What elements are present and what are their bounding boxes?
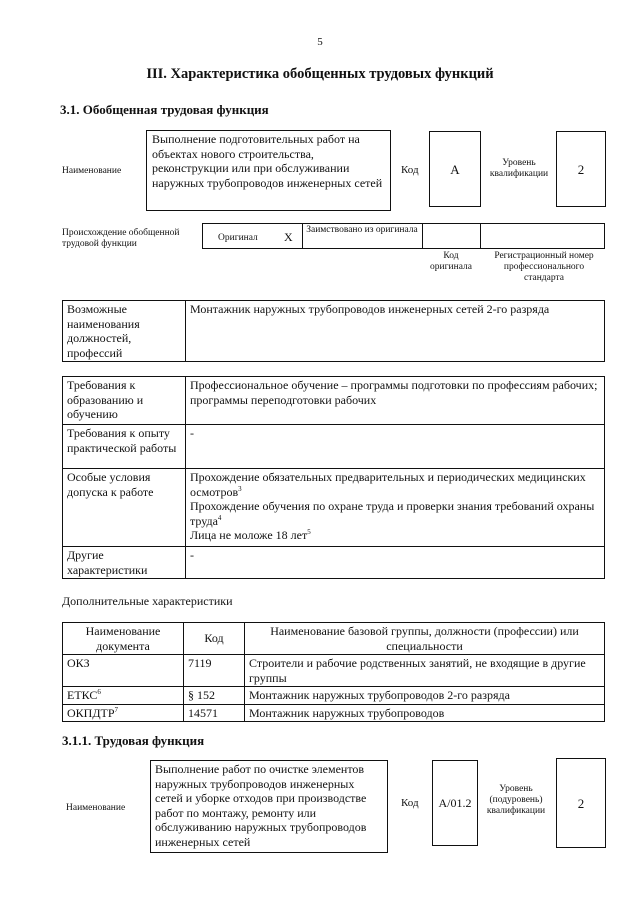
- tf-level-label: Уровень (подуровень) квалификации: [486, 784, 546, 816]
- header-code: Код: [184, 623, 245, 655]
- requirement-label: Особые условия допуска к работе: [63, 469, 186, 547]
- requirement-line: Прохождение обучения по охране труда и проверки знания требований охраны труда: [190, 499, 595, 528]
- requirement-line: Прохождение обязательных предварительных и периодических медицинских осмотров: [190, 470, 586, 499]
- row-code: § 152: [184, 687, 245, 705]
- origin-divider-2: [422, 223, 423, 249]
- header-document: Наименование документа: [63, 623, 184, 655]
- footnote-ref: 4: [217, 513, 222, 522]
- origin-original-mark: Х: [284, 230, 293, 244]
- requirement-label: Требования к опыту практической работы: [63, 425, 186, 469]
- additional-heading: Дополнительные характеристики: [62, 594, 233, 608]
- tf-code-value: А/01.2: [432, 760, 478, 846]
- positions-value: Монтажник наружных трубопроводов инженерных сетей 2-го разряда: [186, 301, 605, 362]
- row-document: ОКЗ: [63, 655, 184, 687]
- gtf-heading: 3.1. Обобщенная трудовая функция: [60, 102, 269, 117]
- origin-label: Происхождение обобщенной трудовой функции: [62, 228, 180, 249]
- origin-reg-caption: Регистрационный номер профессионального стандарта: [494, 251, 594, 283]
- requirement-row: [63, 547, 605, 579]
- tf-name-value: Выполнение работ по очистке элементов наружных трубопроводов инженерных сетей и уборке отходов при производстве работ по монтажу, ремонту или обслуживанию наружных трубопроводов инженерных сетей: [150, 760, 388, 853]
- tf-name-label: Наименование: [66, 803, 126, 813]
- positions-table: [62, 300, 605, 362]
- additional-table: [62, 622, 605, 722]
- origin-original-label: Оригинал: [218, 233, 258, 243]
- requirement-line: Лица не моложе 18 лет: [190, 528, 308, 542]
- gtf-name-value: Выполнение подготовительных работ на объектах нового строительства, реконструкции или при обслуживании наружных трубопроводов инженерных сетей: [146, 130, 391, 211]
- requirement-value: [186, 425, 605, 469]
- origin-borrowed-label: Заимствовано из оригинала: [306, 225, 418, 235]
- row-name: Монтажник наружных трубопроводов: [245, 704, 605, 722]
- requirement-row: [63, 377, 605, 425]
- footnote-ref: 3: [238, 484, 242, 493]
- requirement-row: [63, 425, 605, 469]
- row-document: ОКПДТР$^7$: [63, 704, 184, 722]
- requirement-row: [63, 469, 605, 547]
- requirement-value: [186, 469, 605, 547]
- tf-code-label: Код: [401, 797, 419, 809]
- row-document: ЕТКС$^6$: [63, 687, 184, 705]
- origin-code-caption: Код оригинала: [430, 251, 472, 272]
- positions-label: Возможные наименования должностей, профессий: [63, 301, 186, 362]
- requirement-line: -: [190, 548, 194, 562]
- tf-level-value: 2: [556, 758, 606, 848]
- requirement-line: -: [190, 426, 194, 440]
- header-name: Наименование базовой группы, должности (профессии) или специальности: [245, 623, 605, 655]
- requirement-value: [186, 547, 605, 579]
- requirement-value: [186, 377, 605, 425]
- row-code: 7119: [184, 655, 245, 687]
- gtf-level-value: 2: [556, 131, 606, 207]
- gtf-level-label: Уровень квалификации: [489, 158, 549, 179]
- table-row: [63, 687, 605, 705]
- requirement-label: Другие характеристики: [63, 547, 186, 579]
- row-name: Монтажник наружных трубопроводов 2-го разряда: [245, 687, 605, 705]
- tf-heading: 3.1.1. Трудовая функция: [62, 733, 205, 748]
- gtf-code-label: Код: [401, 164, 419, 176]
- row-name: Строители и рабочие родственных занятий, не входящие в другие группы: [245, 655, 605, 687]
- gtf-name-label: Наименование: [62, 165, 122, 176]
- section-title: III. Характеристика обобщенных трудовых функций: [146, 66, 494, 82]
- additional-header-row: [63, 623, 605, 655]
- table-row: [63, 655, 605, 687]
- requirement-line: Профессиональное обучение – программы подготовки по профессиям рабочих; программы переподготовки рабочих: [190, 378, 598, 407]
- page-number: 5: [317, 36, 323, 48]
- gtf-code-value: А: [429, 131, 481, 207]
- origin-divider-3: [480, 223, 481, 249]
- table-row: [63, 704, 605, 722]
- footnote-ref: 5: [307, 528, 311, 536]
- requirements-table: [62, 376, 605, 579]
- origin-divider-1: [302, 223, 303, 249]
- requirement-label: Требования к образованию и обучению: [63, 377, 186, 425]
- row-code: 14571: [184, 704, 245, 722]
